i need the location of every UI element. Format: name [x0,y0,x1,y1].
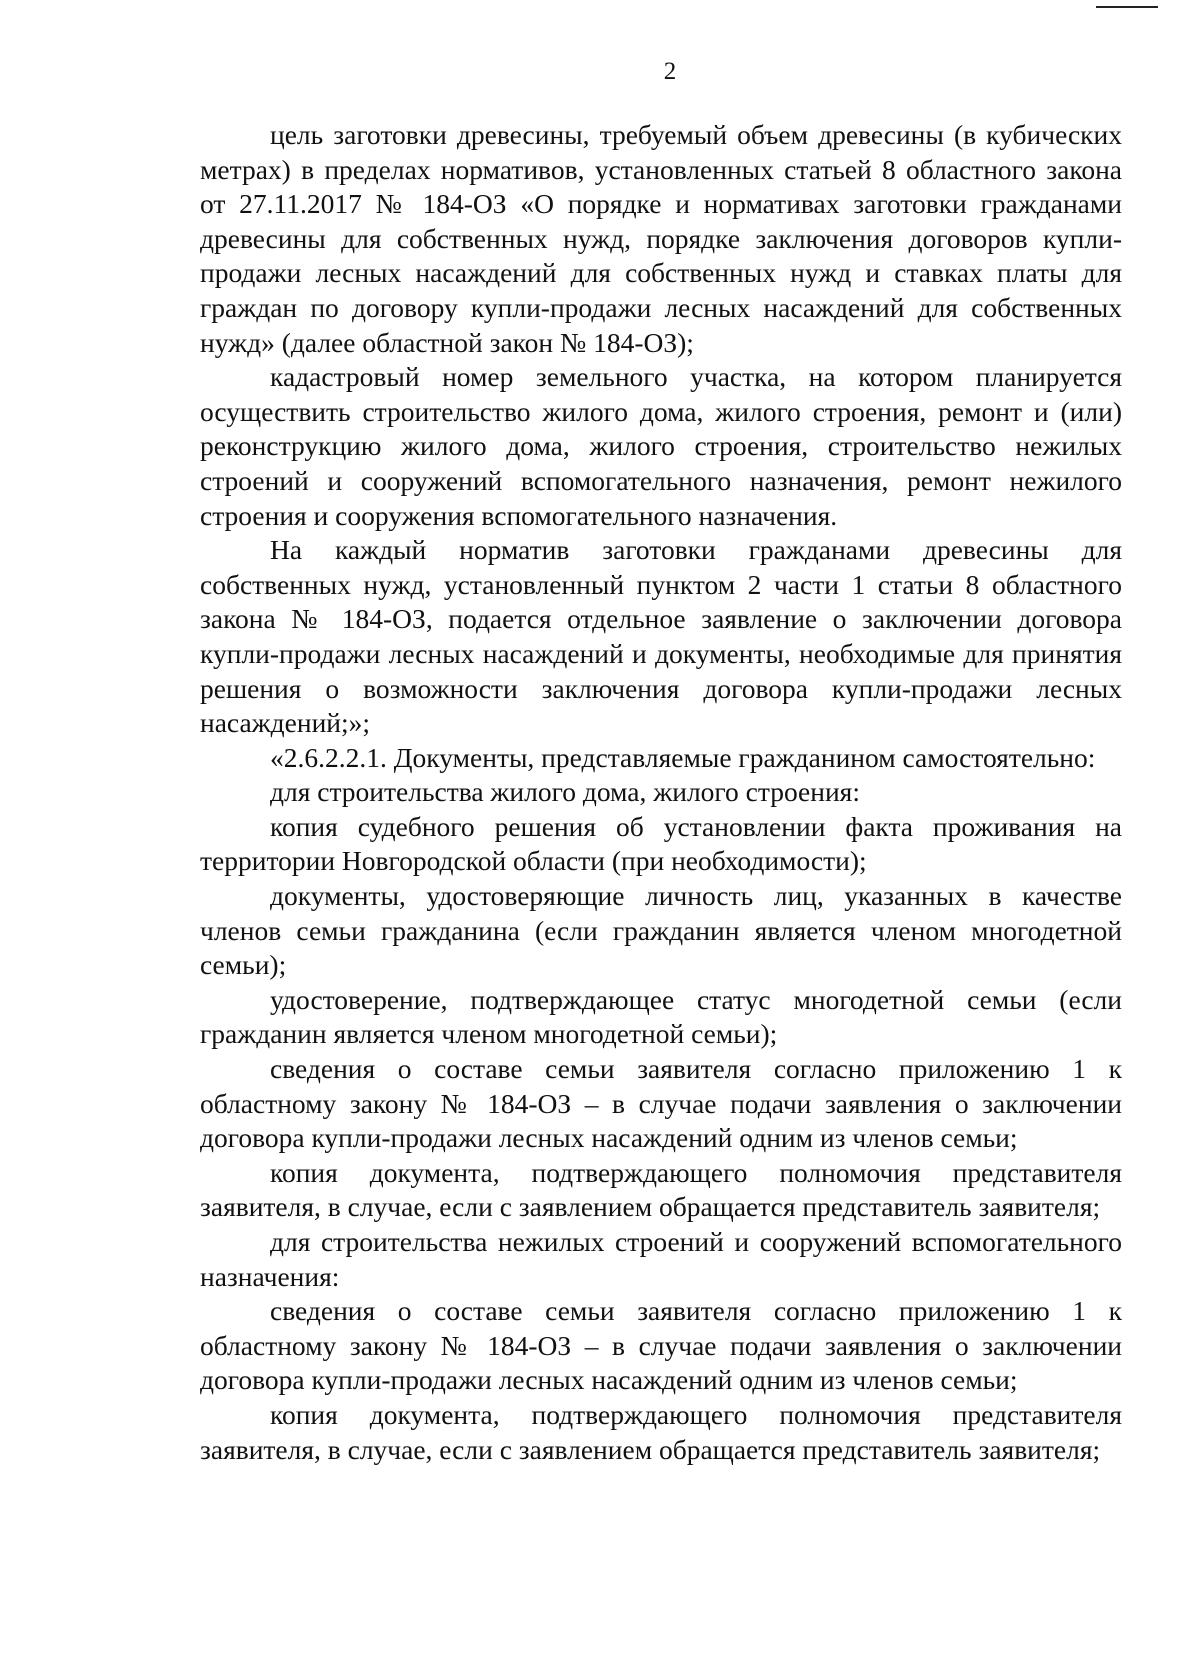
paragraph-family-composition: сведения о составе семьи заявителя согласно приложению 1 к областному закону № 184-ОЗ – в случае подачи заявления о заключении договора купли-продажи лесных насаждений одним из членов семьи; [200,1053,1122,1154]
paragraph-separate-application: На каждый норматив заготовки гражданами древесины для собственных нужд, установленный пунктом 2 части 1 статьи 8 областного закона № 184-ОЗ, подается отдельное заявление о заключении договора купли-продажи лесных насаждений и документы, необходимые для принятия решения о возможности заключения договора купли-продажи лесных насаждений;»; [200,534,1122,739]
paragraph-identity-documents: документы, удостоверяющие личность лиц, указанных в качестве членов семьи гражданина (если гражданин является членом многодетной семьи); [200,880,1122,981]
paragraph-nonresidential-construction: для строительства нежилых строений и сооружений вспомогательного назначения: [200,1226,1122,1292]
paragraph-purpose: цель заготовки древесины, требуемый объем древесины (в кубических метрах) в пределах нормативов, установленных статьей 8 областного закона от 27.11.2017 № 184-ОЗ «О порядке и нормативах заготовки гражданами древесины для собственных нужд, порядке заключения договоров купли-продажи лесных насаждений для собственных нужд и ставках платы для граждан по договору купли-продажи лесных насаждений для собственных нужд» (далее областной закон № 184-ОЗ); [200,119,1122,358]
paragraph-large-family-certificate: удостоверение, подтверждающее статус многодетной семьи (если гражданин является членом многодетной семьи); [200,983,1122,1050]
paragraph-court-decision-copy: копия судебного решения об установлении факта проживания на территории Новгородской области (при необходимости); [200,810,1122,877]
paragraph-residential-construction: для строительства жилого дома, жилого строения: [270,776,860,808]
paragraph-cadastral-number: кадастровый номер земельного участка, на котором планируется осуществить строительство жилого дома, жилого строения, ремонт и (или) реконструкцию жилого дома, жилого строения, строительство нежилых строений и сооружений вспомогательного назначения, ремонт нежилого строения и сооружения вспомогательного назначения. [200,361,1122,531]
document-body [200,118,1122,1467]
paragraph-representative-authority-2: копия документа, подтверждающего полномочия представителя заявителя, в случае, если с заявлением обращается представитель заявителя; [200,1398,1122,1465]
corner-rule [1096,6,1158,8]
page-number: 2 [663,58,677,85]
paragraph-family-composition-2: сведения о составе семьи заявителя согласно приложению 1 к областному закону № 184-ОЗ – в случае подачи заявления о заключении договора купли-продажи лесных насаждений одним из членов семьи; [200,1295,1122,1396]
paragraph-representative-authority: копия документа, подтверждающего полномочия представителя заявителя, в случае, если с заявлением обращается представитель заявителя; [200,1156,1122,1223]
paragraph-section-heading: «2.6.2.2.1. Документы, представляемые гражданином самостоятельно: [270,741,1096,773]
